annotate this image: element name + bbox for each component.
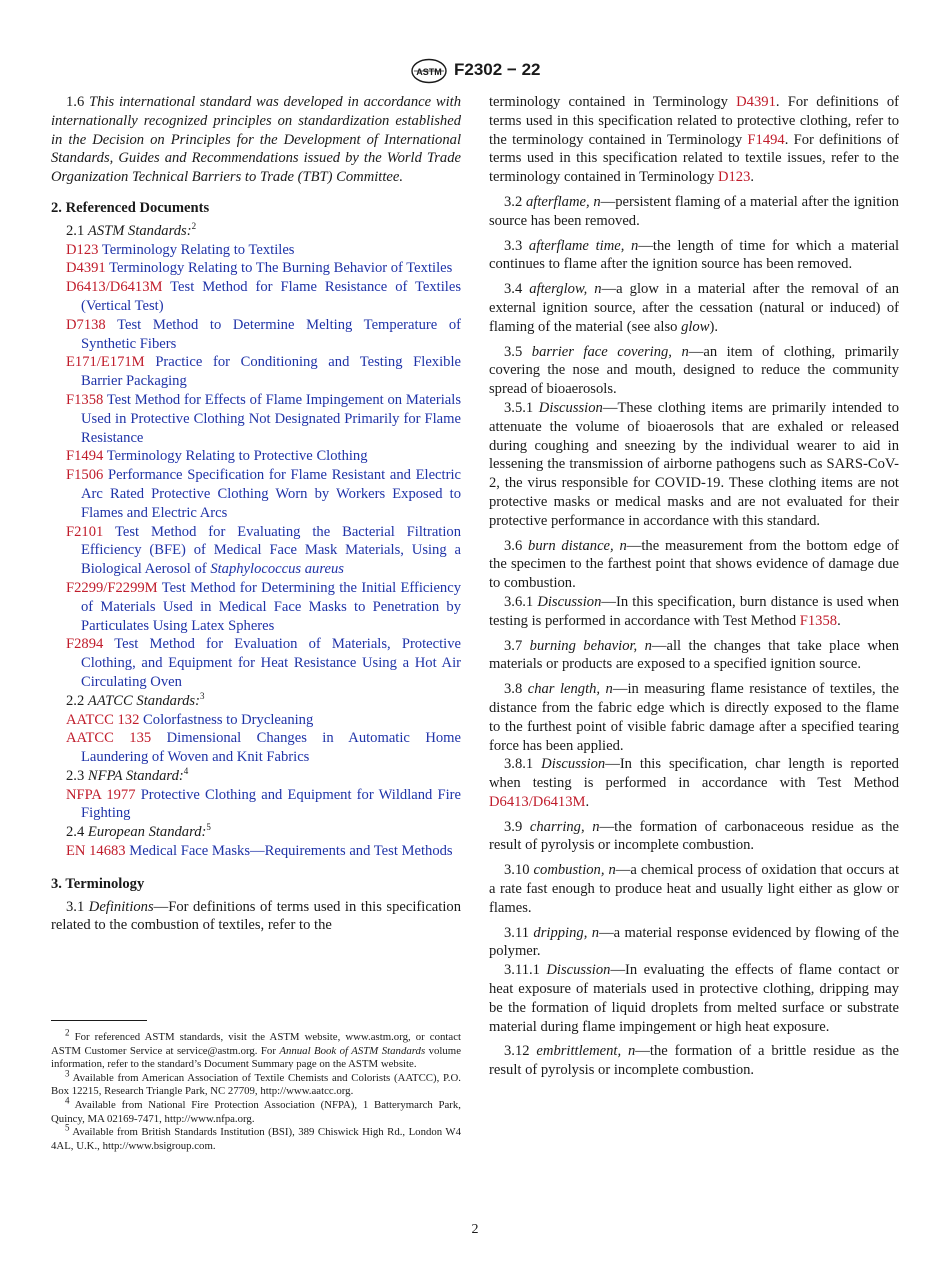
definition-charring: 3.9 charring, n—the formation of carbonaceous residue as the result of pyrolysis or incomplete combustion. xyxy=(489,818,899,854)
reference-title[interactable]: Terminology Relating to Protective Clothing xyxy=(106,448,368,465)
astm-logo-icon xyxy=(410,58,448,84)
paragraph-3-1: 3.1 Definitions—For definitions of terms used in this specification related to the combustion of textiles, refer to the xyxy=(51,898,461,934)
reference-item[interactable] xyxy=(51,842,461,861)
reference-code[interactable]: D7138 xyxy=(66,316,106,333)
section-heading-terminology: 3. Terminology xyxy=(51,875,145,892)
footnote-5: $^5$ Available from British Standards Institution (BSI), 389 Chiswick High Rd., London W4 4AL, U.K., http://www.bsigroup.com. xyxy=(51,1122,462,1152)
aatcc-reference-list xyxy=(51,711,461,767)
discussion-3-8-1: 3.8.1 Discussion—In this specification, char length is reported when testing is performed in accordance with Test Method D6413/D6413M. xyxy=(489,756,899,810)
reference-item[interactable] xyxy=(51,241,461,260)
astm-reference-list xyxy=(51,241,461,692)
reference-item[interactable] xyxy=(51,786,461,824)
footnote-rule xyxy=(51,1020,147,1021)
subsection-european-standard: 2.4 European Standard:$^5$ xyxy=(66,822,211,841)
reference-item[interactable] xyxy=(51,729,461,767)
definition-barrier-face-covering: 3.5 barrier face covering, n—an item of clothing, primarily covering the nose and mouth, designed to reduce the community spread of bioaerosols. xyxy=(489,343,900,398)
reference-code[interactable]: E171/E171M xyxy=(66,354,145,371)
reference-code[interactable]: F2894 xyxy=(66,636,104,653)
reference-item[interactable] xyxy=(51,278,461,316)
paragraph-3-1-continued: terminology contained in Terminology D4391. For definitions of terms used in this specification related to protective clothing, refer to the terminology contained in Terminology F1494. For definitions of terms used in this specification related to textile issues, refer to the terminology contained in Terminology D123. xyxy=(489,94,899,186)
reference-title[interactable]: Protective Clothing and Equipment for Wildland Fire Fighting xyxy=(81,786,461,822)
page-number: 2 xyxy=(471,1222,479,1237)
footnote-3: $^3$ Available from American Association of Textile Chemists and Colorists (AATCC), P.O. Box 12215, Research Triangle Park, NC 27709, http://www.aatcc.org. xyxy=(51,1068,461,1098)
page-header xyxy=(0,58,950,84)
reference-code[interactable]: AATCC 132 xyxy=(66,711,140,728)
reference-title[interactable]: Test Method for Evaluating the Bacterial Filtration Efficiency (BFE) of Medical Face Mask Materials, Using a Biological Aerosol of xyxy=(81,523,461,578)
reference-item[interactable] xyxy=(51,316,461,354)
definition-burning-behavior: 3.7 burning behavior, n—all the changes that take place when materials or products are exposed to a specified ignition source. xyxy=(489,637,899,673)
left-column xyxy=(51,93,461,935)
reference-title[interactable]: Test Method for Evaluation of Materials, Protective Clothing, and Equipment for Heat Resistance Using a Hot Air Circulating Oven xyxy=(81,636,462,690)
reference-code[interactable]: F1494 xyxy=(66,448,104,465)
definition-burn-distance: 3.6 burn distance, n—the measurement from the bottom edge of the specimen to the farthest point that shows evidence of damage due to combustion. xyxy=(489,537,899,592)
section-heading-referenced-documents: 2. Referenced Documents xyxy=(51,199,210,216)
link-f1358[interactable]: F1358 xyxy=(799,612,838,629)
reference-code[interactable]: F2101 xyxy=(66,523,104,540)
paragraph-1-6: 1.6 This international standard was developed in accordance with internationally recognized principles on standardization established in the Decision on Principles for the Development of International Standards, Guides and Recommendations issued by the World Trade Organization Technical Barriers to Trade (TBT) Committee. xyxy=(51,94,462,186)
reference-code[interactable]: D6413/D6413M xyxy=(66,279,163,296)
reference-item[interactable] xyxy=(51,635,461,691)
discussion-3-5-1: 3.5.1 Discussion—These clothing items are primarily intended to attenuate the volume of bioaerosols that are exhaled or released during coughing and sneezing by the individual wearer to aid in lessening the transmission of airborne pathogens such as SARS-CoV-2, the virus responsible for COVID-19. These clothing items are not protective masks or medical masks and are not evaluated for their protective performance in accordance with this standard. xyxy=(489,399,899,529)
reference-code[interactable]: D4391 xyxy=(66,260,106,277)
reference-title[interactable]: Medical Face Masks—Requirements and Test Methods xyxy=(129,843,453,860)
link-f1494[interactable]: F1494 xyxy=(747,131,785,148)
definition-combustion: 3.10 combustion, n—a chemical process of oxidation that occurs at a rate fast enough to produce heat and usually light either as glow or flames. xyxy=(489,862,899,916)
reference-title[interactable]: Dimensional Changes in Automatic Home Laundering of Woven and Knit Fabrics xyxy=(81,730,461,766)
reference-title[interactable]: Performance Specification for Flame Resistant and Electric Arc Rated Protective Clothing Worn by Workers Exposed to Flames and Electric Arcs xyxy=(81,467,461,521)
reference-title[interactable]: Test Method for Determining the Initial Efficiency of Materials Used in Medical Face Masks to Penetration by Particulates Using Latex Spheres xyxy=(81,579,461,634)
definition-embrittlement: 3.12 embrittlement, n—the formation of a brittle residue as the result of pyrolysis or incomplete combustion. xyxy=(489,1043,899,1079)
link-d123[interactable]: D123 xyxy=(717,169,751,186)
en-reference-list xyxy=(51,842,461,861)
reference-code[interactable]: F1506 xyxy=(66,467,104,484)
reference-item[interactable] xyxy=(51,259,461,278)
definition-afterglow: 3.4 afterglow, n—a glow in a material after the removal of an external ignition source, after the cessation (natural or induced) of flaming of the material (see also glow). xyxy=(489,281,899,335)
definition-dripping: 3.11 dripping, n—a material response evidenced by flowing of the polymer. xyxy=(489,924,899,960)
reference-title[interactable]: Terminology Relating to Textiles xyxy=(101,241,295,258)
nfpa-reference-list xyxy=(51,786,461,824)
reference-code[interactable]: D123 xyxy=(66,241,99,258)
reference-item[interactable] xyxy=(51,711,461,730)
reference-item[interactable] xyxy=(51,466,461,522)
reference-title[interactable]: Terminology Relating to The Burning Behavior of Textiles xyxy=(109,260,453,277)
footnote-2: $^2$ For referenced ASTM standards, visit the ASTM website, www.astm.org, or contact ASTM Customer Service at service@astm.org. For Annual Book of ASTM Standards volume information, refer to the standard’s Document Summary page on the ASTM website. xyxy=(51,1027,461,1071)
reference-item[interactable] xyxy=(51,391,461,447)
definition-char-length: 3.8 char length, n—in measuring flame resistance of textiles, the distance from the fabric edge which is directly exposed to the flame to the furthest point of visible fabric damage after a specified tearing force has been applied. xyxy=(489,681,899,754)
reference-item[interactable] xyxy=(51,353,461,391)
footnotes xyxy=(51,1020,461,1153)
subsection-nfpa-standard: 2.3 NFPA Standard:$^4$ xyxy=(66,766,189,784)
definition-item: 3.3 afterflame time, n—the length of time for which a material continues to flame after the ignition source has been removed. xyxy=(489,237,899,273)
subsection-aatcc-standards: 2.2 AATCC Standards:$^3$ xyxy=(66,690,205,709)
reference-code[interactable]: NFPA 1977 xyxy=(66,786,136,803)
reference-title[interactable]: Colorfastness to Drycleaning xyxy=(143,711,314,728)
discussion-3-11-1: 3.11.1 Discussion—In evaluating the effects of flame contact or heat exposure of materials used in protective clothing, dripping may be the formation of liquid droplets from melted surface or substrate material during flame impingement or high heat exposure. xyxy=(489,962,899,1035)
reference-item[interactable] xyxy=(51,579,461,635)
definitions-list xyxy=(489,193,899,274)
reference-code[interactable]: F2299/F2299M xyxy=(66,579,158,596)
footnote-4: $^4$ Available from National Fire Protection Association (NFPA), 1 Batterymarch Park, Quincy, MA 02169-7471, http://www.nfpa.org. xyxy=(51,1095,461,1125)
reference-code[interactable]: EN 14683 xyxy=(66,843,126,860)
discussion-3-6-1: 3.6.1 Discussion—In this specification, burn distance is used when testing is performed in accordance with Test Method F1358. xyxy=(489,593,899,629)
reference-title[interactable]: Test Method for Flame Resistance of Textiles (Vertical Test) xyxy=(81,279,461,314)
reference-code[interactable]: F1358 xyxy=(66,391,104,408)
reference-title[interactable]: Test Method to Determine Melting Temperature of Synthetic Fibers xyxy=(81,316,461,352)
subsection-astm-standards: 2.1 ASTM Standards:$^2$ xyxy=(66,220,197,239)
reference-title[interactable]: Practice for Conditioning and Testing Flexible Barrier Packaging xyxy=(81,354,461,390)
link-d4391[interactable]: D4391 xyxy=(736,94,776,110)
reference-item[interactable] xyxy=(51,447,461,466)
svg-text:ASTM: ASTM xyxy=(416,67,442,77)
standard-designation: F2302 − 22 xyxy=(454,60,541,79)
reference-code[interactable]: AATCC 135 xyxy=(66,730,152,747)
link-d6413[interactable]: D6413/D6413M xyxy=(489,793,586,810)
reference-item[interactable] xyxy=(51,523,461,579)
definition-item: 3.2 afterflame, n—persistent flaming of a material after the ignition source has been removed. xyxy=(489,193,899,229)
right-column xyxy=(489,93,899,1080)
reference-title-italic[interactable]: Staphylococcus aureus xyxy=(210,561,344,578)
reference-title[interactable]: Test Method for Effects of Flame Impingement on Materials Used in Protective Clothing Not Designated Primarily for Flame Resistance xyxy=(81,391,462,446)
